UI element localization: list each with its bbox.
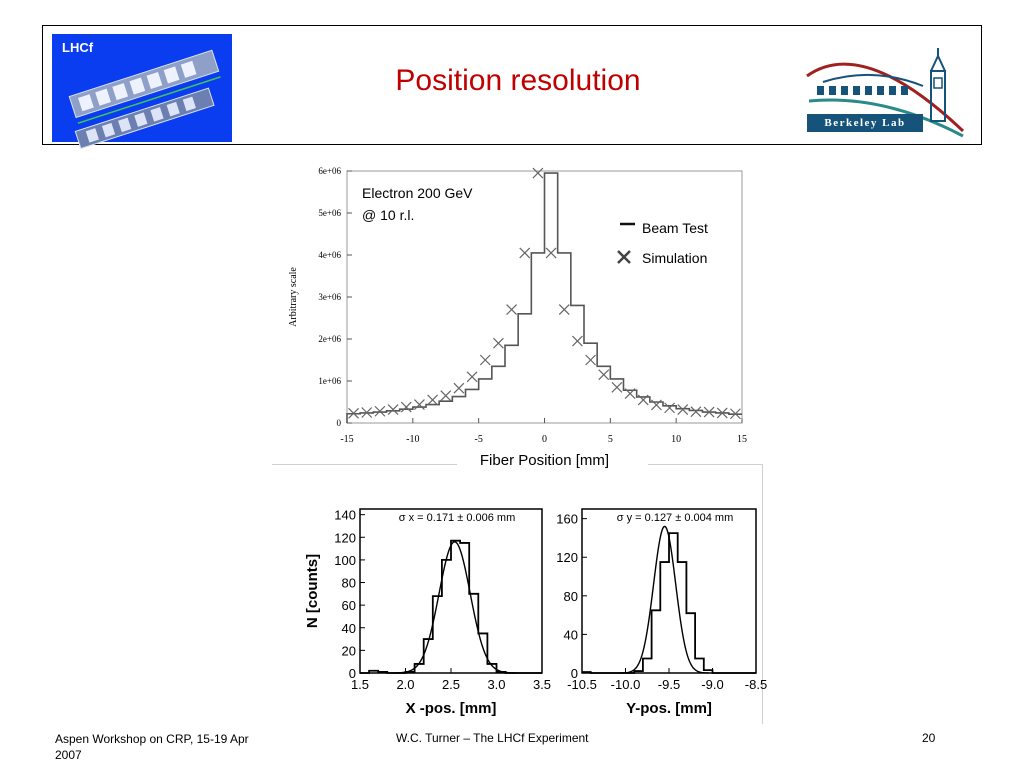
slide-header bbox=[42, 25, 982, 145]
simulation-point bbox=[493, 338, 503, 348]
x-axis-label: Y-pos. [mm] bbox=[626, 700, 712, 717]
x-tick-label: 3.5 bbox=[532, 677, 552, 692]
y-tick-label: 100 bbox=[334, 552, 356, 568]
x-tick-label: -10.5 bbox=[567, 677, 597, 692]
x-tick-label: -10 bbox=[406, 434, 420, 445]
simulation-point bbox=[454, 383, 464, 393]
y-tick-label: 0 bbox=[348, 666, 356, 681]
simulation-point bbox=[507, 305, 517, 315]
x-tick-label: -15 bbox=[340, 434, 354, 445]
simulation-point bbox=[678, 405, 688, 415]
y-position-histogram bbox=[540, 495, 768, 725]
x-axis-label: Fiber Position [mm] bbox=[479, 452, 610, 469]
y-tick-label: 6e+06 bbox=[318, 166, 341, 176]
y-tick-label: 1e+06 bbox=[318, 376, 341, 386]
footer-author: W.C. Turner – The LHCf Experiment bbox=[396, 731, 589, 745]
x-tick-label: 3.0 bbox=[487, 677, 506, 692]
x-position-histogram bbox=[300, 495, 552, 725]
y-tick-label: 120 bbox=[334, 530, 356, 546]
sigma-annotation: σ y = 0.127 ± 0.004 mm bbox=[616, 512, 734, 524]
y-tick-label: 0 bbox=[336, 418, 341, 428]
sigma-annotation: σ x = 0.171 ± 0.006 mm bbox=[398, 512, 516, 524]
y-tick-label: 0 bbox=[570, 666, 578, 681]
simulation-point bbox=[480, 355, 490, 365]
x-tick-label: -10.0 bbox=[610, 677, 641, 692]
simulation-point bbox=[572, 336, 582, 346]
detector-icon bbox=[52, 34, 232, 142]
simulation-point bbox=[546, 248, 556, 258]
legend-simulation-label: Simulation bbox=[642, 250, 708, 266]
x-tick-label: 2.0 bbox=[396, 677, 415, 692]
simulation-point bbox=[375, 406, 385, 416]
x-tick-label: 0 bbox=[542, 434, 547, 445]
plot-frame bbox=[360, 509, 542, 673]
separator-line bbox=[272, 464, 457, 465]
simulation-point bbox=[401, 402, 411, 412]
x-tick-label: 1.5 bbox=[350, 677, 370, 692]
x-tick-label: 15 bbox=[737, 434, 747, 445]
separator-line bbox=[648, 464, 763, 465]
simulation-point bbox=[586, 355, 596, 365]
x-tick-label: -9.5 bbox=[657, 677, 681, 692]
y-tick-label: 80 bbox=[341, 575, 356, 591]
berkeley-lab-logo bbox=[803, 36, 973, 140]
x-tick-label: -8.5 bbox=[744, 677, 768, 692]
simulation-point bbox=[533, 168, 543, 178]
simulation-point bbox=[467, 372, 477, 382]
fiber-position-chart bbox=[284, 158, 764, 468]
lhcf-logo bbox=[52, 34, 232, 142]
y-tick-label: 140 bbox=[334, 507, 356, 523]
gaussian-fit-curve bbox=[392, 542, 516, 673]
simulation-point bbox=[441, 391, 451, 401]
simulation-point bbox=[388, 405, 398, 415]
x-tick-label: -5 bbox=[474, 434, 483, 445]
legend-simulation-swatch bbox=[618, 251, 630, 263]
y-tick-label: 4e+06 bbox=[318, 250, 341, 260]
simulation-point bbox=[612, 382, 622, 392]
simulation-point bbox=[559, 305, 569, 315]
simulation-point bbox=[691, 407, 701, 417]
legend-beam-test-label: Beam Test bbox=[642, 220, 708, 236]
y-tick-label: 5e+06 bbox=[318, 208, 341, 218]
y-tick-label: 20 bbox=[341, 643, 356, 659]
y-tick-label: 3e+06 bbox=[318, 292, 341, 302]
x-tick-label: 5 bbox=[607, 434, 613, 445]
y-tick-label: 120 bbox=[556, 550, 578, 566]
y-tick-label: 160 bbox=[556, 511, 578, 527]
histogram-bars bbox=[582, 533, 756, 673]
simulation-point bbox=[414, 400, 424, 410]
berkeley-lab-label: Berkeley Lab bbox=[807, 114, 923, 132]
x-axis-label: X -pos. [mm] bbox=[405, 700, 497, 717]
chart-annotation: @ 10 r.l. bbox=[362, 207, 415, 223]
y-tick-label: 40 bbox=[341, 620, 356, 636]
simulation-point bbox=[599, 370, 609, 380]
y-tick-label: 80 bbox=[563, 588, 578, 604]
simulation-point bbox=[428, 395, 438, 405]
x-tick-label: 2.5 bbox=[441, 677, 461, 692]
lhcf-logo-label: LHCf bbox=[62, 40, 94, 55]
page-title: Position resolution bbox=[395, 64, 641, 97]
x-tick-label: 10 bbox=[671, 434, 682, 445]
y-tick-label: 2e+06 bbox=[318, 334, 341, 344]
y-axis-label: Arbitrary scale bbox=[288, 267, 299, 327]
footer-event: Aspen Workshop on CRP, 15-19 Apr 2007 bbox=[55, 732, 249, 762]
simulation-point bbox=[665, 403, 675, 413]
histogram-bars bbox=[360, 541, 542, 673]
simulation-point bbox=[520, 248, 530, 258]
y-tick-label: 40 bbox=[563, 627, 578, 643]
chart-annotation: Electron 200 GeV bbox=[362, 185, 473, 201]
page-number: 20 bbox=[922, 731, 936, 745]
y-tick-label: 60 bbox=[341, 598, 356, 614]
y-axis-label: N [counts] bbox=[304, 553, 321, 629]
x-tick-label: -9.0 bbox=[701, 677, 724, 692]
